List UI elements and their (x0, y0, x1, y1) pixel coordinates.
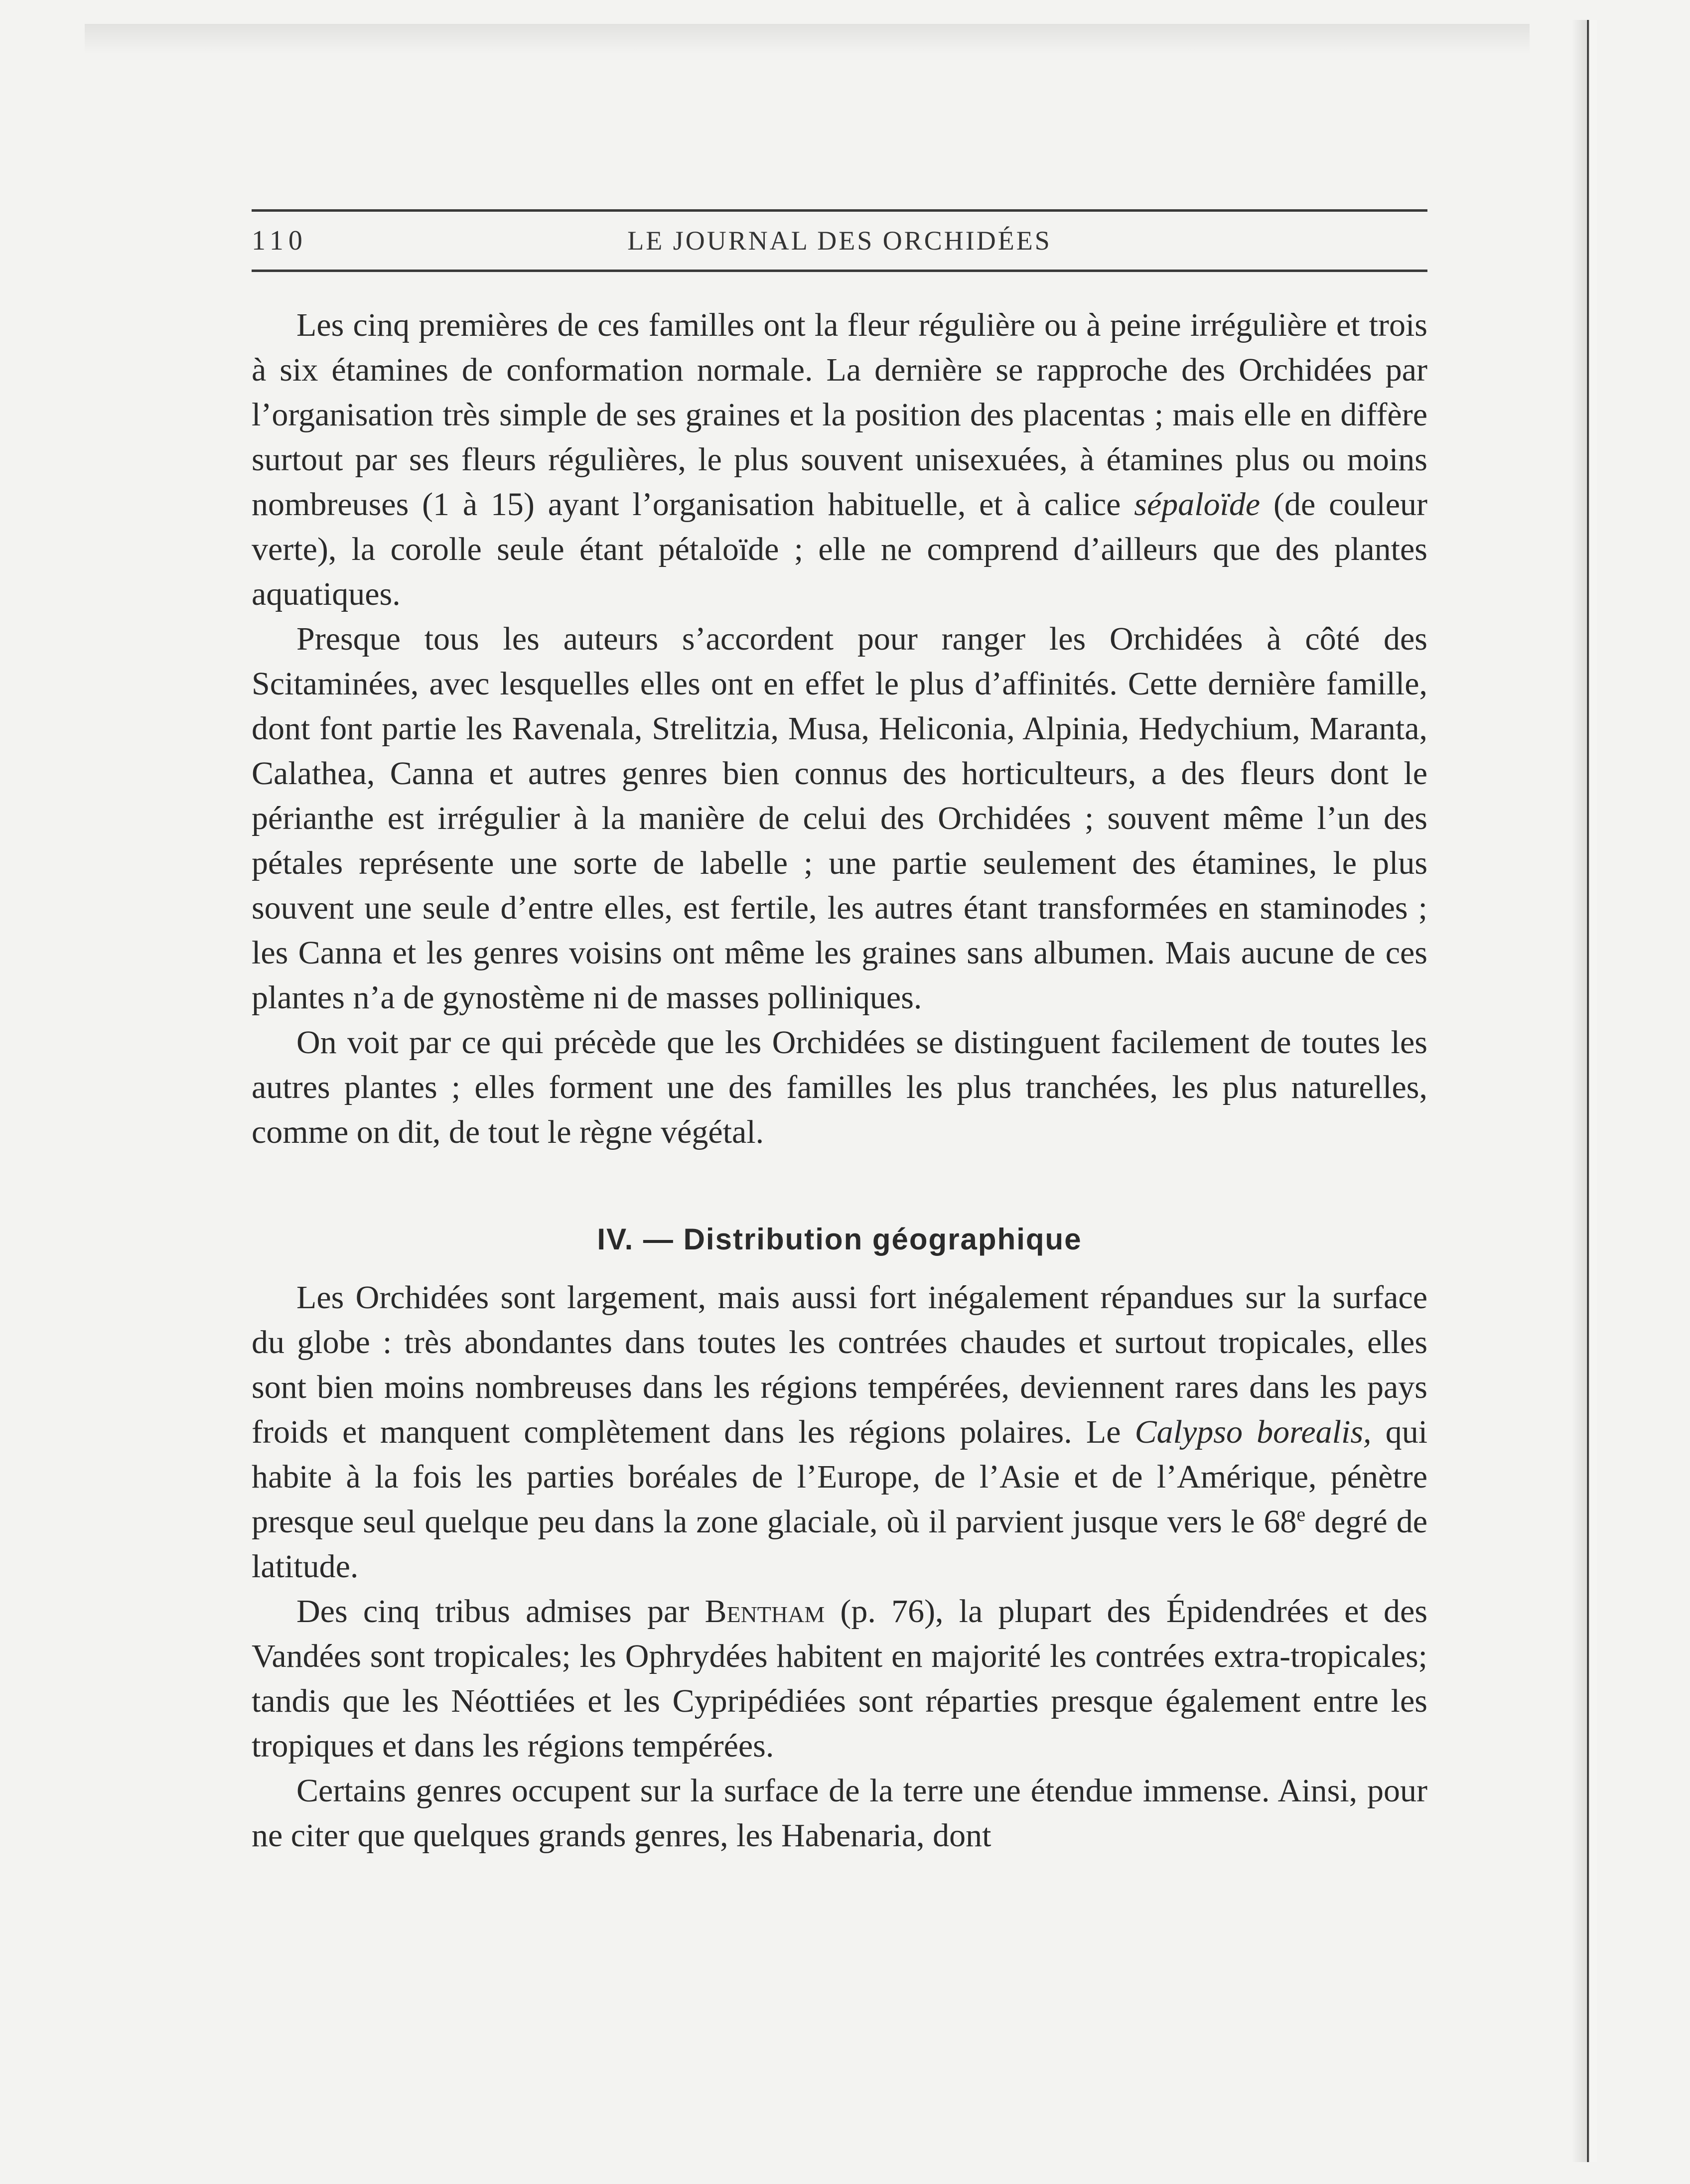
header-rule-top (252, 209, 1427, 212)
paragraph-2: Presque tous les auteurs s’accordent pour ranger les Orchidées à côté des Scitaminées, avec lesquelles elles ont en effet le plus d’affinités. Cette dernière famille, dont font partie les Ravenala, Strelitzia, Musa, Heliconia, Alpinia, Hedychium, Maranta, Calathea, Canna et autres genres bien connus des horticulteurs, a des fleurs dont le périanthe est irrégulier à la manière de celui des Orchidées ; souvent même l’un des pétales représente une sorte de labelle ; une partie seulement des étamines, le plus souvent une seule d’entre elles, est fertile, les autres étant transformées en staminodes ; les Canna et les genres voisins ont même les graines sans albumen. Mais aucune de ces plantes n’a de gynostème ni de masses polliniques. (252, 621, 1427, 1016)
book-page (252, 209, 1427, 1858)
paragraph-5-start: Des cinq tribus admises par (296, 1593, 690, 1630)
section-heading: IV. — Distribution géographique (597, 1223, 1082, 1256)
paragraph-4-superscript: e (1296, 1503, 1306, 1525)
paragraph-1-italic: sépaloïde (1134, 486, 1261, 523)
header-rule-bottom (252, 270, 1427, 272)
running-header (252, 221, 1427, 261)
paragraph-5-author: Bentham (704, 1593, 825, 1630)
paragraph-5 (252, 1589, 1427, 1769)
scan-top-shadow (85, 24, 1530, 54)
paragraph-3: On voit par ce qui précède que les Orchidées se distinguent facilement de toutes les autres plantes ; elles forment une des familles les plus tranchées, les plus naturelles, comme on dit, de tout le règne végétal. (252, 1024, 1427, 1150)
paragraph-6: Certains genres occupent sur la surface de la terre une étendue immense. Ainsi, pour ne citer que quelques grands genres, les Habenaria, dont (252, 1773, 1427, 1854)
page-body (252, 303, 1427, 1858)
running-title: LE JOURNAL DES ORCHIDÉES (627, 226, 1052, 256)
paragraph-1-end: (de couleur verte), la corolle seule étant pétaloïde ; elle ne comprend d’ailleurs que des plantes aquatiques. (252, 486, 1427, 612)
paragraph-4-end: degré de latitude. (252, 1503, 1427, 1585)
scan-right-edge (1572, 20, 1597, 2162)
paragraph-1 (252, 303, 1427, 617)
paragraph-4 (252, 1275, 1427, 1589)
paragraph-5-end: (p. 76), la plupart des Épidendrées et des Vandées sont tropicales; les Ophrydées habitent en majorité les contrées extra-tropicales; tandis que les Néottiées et les Cypripédiées sont réparties presque également entre les tropiques et dans les régions tempérées. (252, 1593, 1428, 1764)
paragraph-4-italic: Calypso borealis, (1134, 1414, 1372, 1450)
paragraph-4-mid: qui habite à la fois les parties boréales de l’Europe, de l’Asie et de l’Amérique, pénètre presque seul quelque peu dans la zone glaciale, où il parvient jusque vers le 68 (252, 1414, 1428, 1540)
page-number: 110 (252, 225, 307, 256)
paragraph-4-start: Les Orchidées sont largement, mais aussi fort inégalement répandues sur la surface du globe : très abondantes dans toutes les contrées chaudes et surtout tropicales, elles sont bien moins nombreuses dans les régions tempérées, deviennent rares dans les pays froids et manquent complètement dans les régions polaires. Le (252, 1279, 1427, 1450)
paragraph-1-text: Les cinq premières de ces familles ont la fleur régulière ou à peine irrégulière et trois à six étamines de conformation normale. La dernière se rapproche des Orchidées par l’organisation très simple de ses graines et la position des placentas ; mais elle en diffère surtout par ses fleurs régulières, le plus souvent unisexuées, à étamines plus ou moins nombreuses (1 à 15) ayant l’organisation habituelle, et à calice (252, 307, 1427, 523)
